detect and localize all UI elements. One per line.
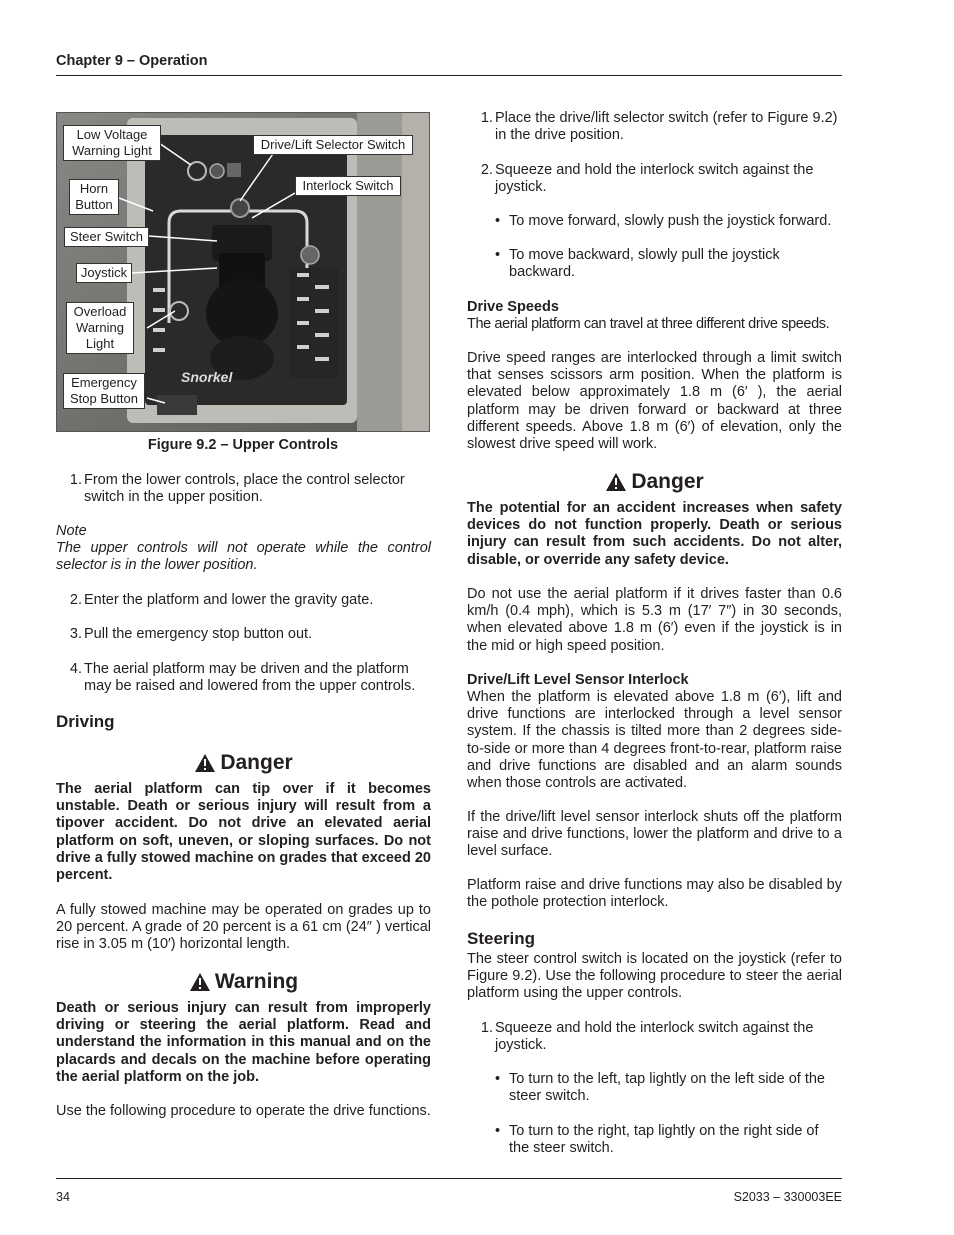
bullet-text: To turn to the left, tap lightly on the left side of the steer switch. [509, 1071, 825, 1105]
warning-triangle-icon [194, 753, 216, 773]
step-number: 3. [69, 626, 82, 642]
bullet-text: To move backward, slowly pull the joystick backward. [509, 247, 780, 281]
level-sensor-heading: Drive/Lift Level Sensor Interlock [467, 672, 689, 688]
page-number: 34 [56, 1190, 70, 1204]
bullet-text: To turn to the right, tap lightly on the right side of the steer switch. [509, 1123, 819, 1157]
bullet-marker: • [495, 1123, 501, 1139]
bullet-marker: • [495, 1071, 501, 1087]
shuts-off-text: If the drive/lift level sensor interlock shuts off the platform raise and drive functions, lower the platform and drive to a level surface. [467, 809, 842, 860]
step-text: Enter the platform and lower the gravity gate. [84, 592, 374, 608]
upper-controls-figure [56, 112, 430, 432]
footer-rule [56, 1178, 842, 1179]
danger-text: The aerial platform can tip over if it becomes unstable. Death or serious injury will result from a tipover accident. Do not drive an elevated aerial platform on soft, uneven, or sloping surfaces. Do not drive a fully stowed machine on grades that exceed 20 percent. [56, 781, 431, 884]
step-number: 1. [69, 472, 82, 488]
note-label: Note [56, 523, 87, 539]
bullet-text: To move forward, slowly push the joystick forward. [509, 213, 832, 229]
bullet-marker: • [495, 247, 501, 263]
danger-alert-heading [56, 753, 431, 773]
procedure-text: Use the following procedure to operate the drive functions. [56, 1103, 431, 1119]
danger-alert-heading-right [467, 472, 842, 492]
step-number: 2. [480, 162, 493, 178]
step-text: Squeeze and hold the interlock switch against the joystick. [495, 1020, 814, 1054]
callout-joystick: Joystick [76, 263, 132, 283]
step-number: 2. [69, 592, 82, 608]
danger-label: Danger [220, 751, 293, 775]
drive-speeds-text: The aerial platform can travel at three different drive speeds. [467, 316, 830, 332]
step-number: 1. [480, 1020, 493, 1036]
danger-label: Danger [631, 470, 704, 494]
bullet-marker: • [495, 213, 501, 229]
callout-low-voltage-warning-light: Low Voltage Warning Light [63, 125, 161, 161]
callout-interlock-switch: Interlock Switch [295, 176, 401, 196]
step-text: The aerial platform may be driven and the platform may be raised and lowered from the upper controls. [84, 661, 416, 695]
pothole-text: Platform raise and drive functions may also be disabled by the pothole protection interlock. [467, 877, 842, 911]
drive-speeds-heading: Drive Speeds [467, 299, 559, 315]
warning-alert-heading [56, 972, 431, 992]
dont-use-text: Do not use the aerial platform if it drives faster than 0.6 km/h (0.4 mph), which is 5.3 m (17′ 7″) in 30 seconds, when elevated above 1.8 m (6′) even if the joystick is in the mid or high speed position. [467, 586, 842, 654]
step-text: Pull the emergency stop button out. [84, 626, 313, 642]
step-text: Squeeze and hold the interlock switch against the joystick. [495, 162, 814, 196]
speed-ranges-text: Drive speed ranges are interlocked through a limit switch that senses scissors arm position. When the platform is elevated below approximately 1.8 m (6′ ), the aerial platform may be driven forward or backward at three different speeds. Above 1.8 m (6′) of elevation, only the slowest drive speed will work. [467, 350, 842, 453]
warning-triangle-icon [189, 972, 211, 992]
step-number: 4. [69, 661, 82, 677]
callout-steer-switch: Steer Switch [64, 227, 149, 247]
callout-overload-warning-light: Overload Warning Light [66, 302, 134, 354]
grade-text: A fully stowed machine may be operated on grades up to 20 percent. A grade of 20 percent is a 61 cm (24″ ) vertical rise in 3.05 m (10′) horizontal length. [56, 902, 431, 953]
step-number: 1. [480, 110, 493, 126]
step-text: Place the drive/lift selector switch (refer to Figure 9.2) in the drive position. [495, 110, 838, 144]
chapter-header: Chapter 9 – Operation [56, 53, 208, 69]
level-sensor-text: When the platform is elevated above 1.8 m (6′), lift and drive functions are interlocked through a level sensor system. If the chassis is tilted more than 2 degrees side-to-side or more than 4 degrees front-to-rear, platform raise and drive functions are disabled and an alarm sounds when those controls are activated. [467, 689, 842, 792]
callout-drive-lift-selector-switch: Drive/Lift Selector Switch [253, 135, 413, 155]
brand-logo-text: Snorkel [181, 369, 233, 385]
warning-text: Death or serious injury can result from improperly driving or steering the aerial platform. Read and understand the information in this manual and on the placards and decals on the machine before operating the aerial platform on the job. [56, 1000, 431, 1085]
danger-text-right: The potential for an accident increases when safety devices do not function properly. Death or serious injury can result from such accidents. Do not alter, disable, or override any safety device. [467, 500, 842, 568]
callout-emergency-stop-button: Emergency Stop Button [63, 373, 145, 409]
warning-label: Warning [214, 970, 299, 994]
callout-horn-button: Horn Button [69, 179, 119, 215]
warning-triangle-icon [605, 472, 627, 492]
step-text: From the lower controls, place the control selector switch in the upper position. [84, 472, 405, 506]
driving-heading: Driving [56, 712, 115, 731]
header-rule [56, 75, 842, 76]
document-code: S2033 – 330003EE [733, 1190, 842, 1204]
figure-caption: Figure 9.2 – Upper Controls [147, 437, 339, 453]
steering-text: The steer control switch is located on the joystick (refer to Figure 9.2). Use the following procedure to steer the aerial platform using the upper controls. [467, 951, 842, 1002]
note-text: The upper controls will not operate while the control selector is in the lower position. [56, 540, 431, 574]
steering-heading: Steering [467, 929, 536, 948]
